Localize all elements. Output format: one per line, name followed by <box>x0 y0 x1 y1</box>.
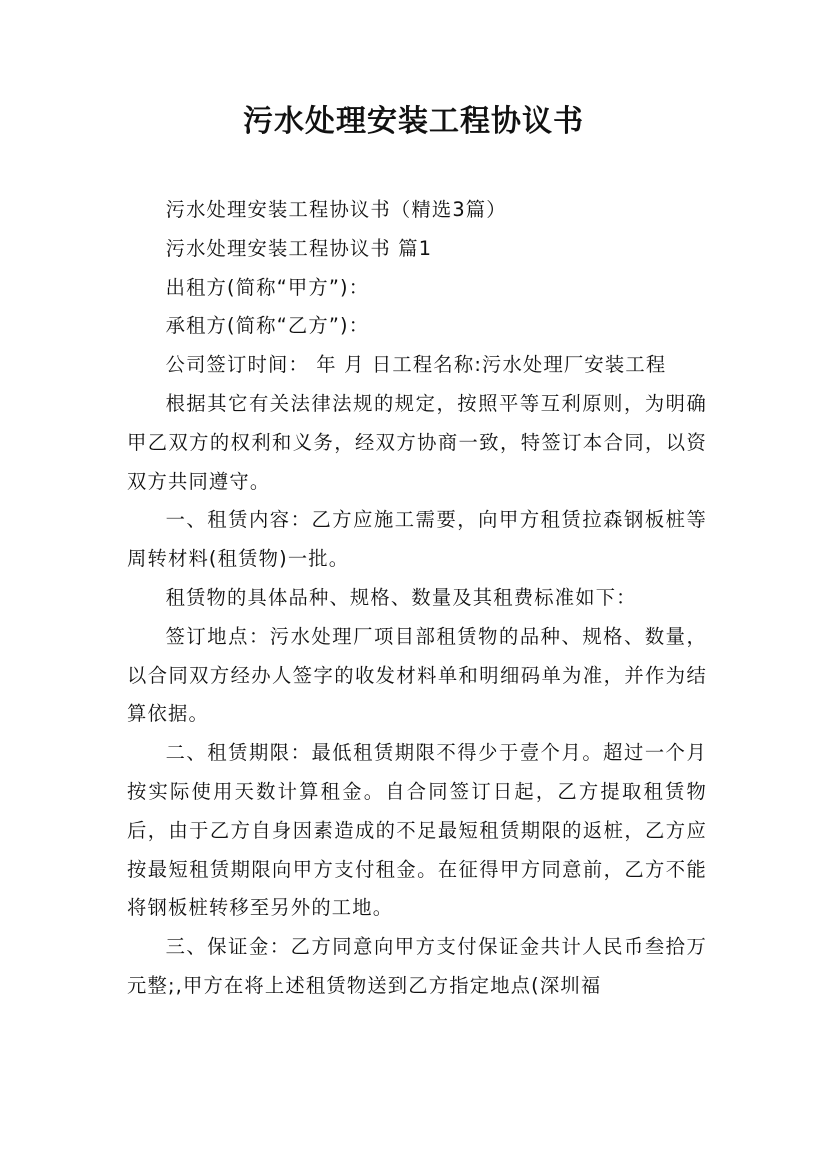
paragraph-signing-time: 公司签订时间： 年 月 日工程名称:污水处理厂安装工程 <box>165 353 667 377</box>
paragraph-clause-3: 三、保证金：乙方同意向甲方支付保证金共计人民币叁拾万元整;,甲方在将上述租赁物送到乙方指定地点(深圳福 <box>127 935 707 997</box>
document-title: 污水处理安装工程协议书 <box>243 104 584 139</box>
paragraph-clause-1: 一、租赁内容：乙方应施工需要，向甲方租赁拉森钢板桩等周转材料(租赁物)一批。 <box>127 508 707 571</box>
document-body <box>127 191 707 1006</box>
paragraph-subtitle: 污水处理安装工程协议书（精选3篇） <box>165 198 507 221</box>
paragraph-clause-2: 二、租赁期限：最低租赁期限不得少于壹个月。超过一个月按实际使用天数计算租金。自合同签订日起，乙方提取租赁物后，由于乙方自身因素造成的不足最短租赁期限的返桩，乙方应按最短租赁期限向甲方支付租金。在征得甲方同意前，乙方不能将钢板桩转移至另外的工地。 <box>127 741 707 920</box>
paragraph-lessor: 出租方(简称“甲方”)： <box>165 275 370 299</box>
paragraph-signing-place: 签订地点：污水处理厂项目部租赁物的品种、规格、数量，以合同双方经办人签字的收发材料单和明细码单为准，并作为结算依据。 <box>127 624 707 726</box>
paragraph-specs: 租赁物的具体品种、规格、数量及其租费标准如下： <box>165 585 637 609</box>
paragraph-lessee: 承租方(简称“乙方”)： <box>165 314 370 338</box>
paragraph-preamble: 根据其它有关法律法规的规定，按照平等互利原则，为明确甲乙双方的权利和义务，经双方协商一致，特签订本合同，以资双方共同遵守。 <box>127 391 707 493</box>
paragraph-part-heading: 污水处理安装工程协议书 篇1 <box>165 236 433 260</box>
